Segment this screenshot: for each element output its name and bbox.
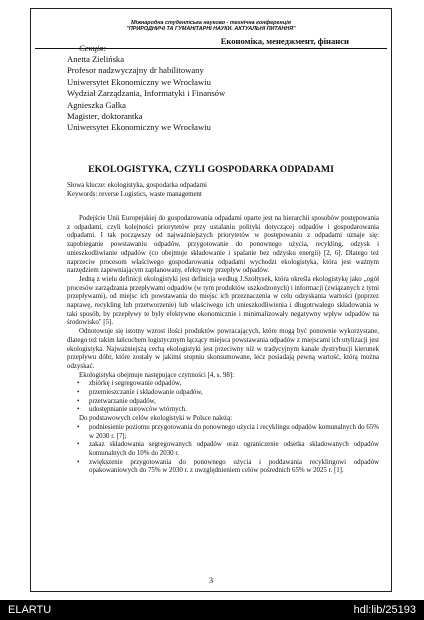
author-line: Magister, doktorantka <box>67 111 143 122</box>
keywords-english: Keywords: reverse Logistics, waste management <box>67 190 202 198</box>
conference-line-1: Міжнародна студентська науково - технічна конференція <box>131 20 291 26</box>
list-item: • podniesienie poziomu przygotowania do ponownego użycia i recyklingu odpadów komunalnych do 65% w 2030 r. [7]; <box>89 424 379 441</box>
keywords-block <box>67 182 207 199</box>
author-block <box>67 54 225 134</box>
goals-list <box>67 424 379 476</box>
section-title: Економіка, менеджмент, фінанси <box>220 36 349 46</box>
goals-intro: Do podstawowych celów ekologistyki w Polsce należą: <box>79 415 233 423</box>
repository-name: ELARTU <box>8 604 52 616</box>
handle-identifier: hdl:lib/25193 <box>353 604 416 616</box>
list-item: • udostępnianie surowców wtórnych. <box>89 406 379 415</box>
article-title: EKOLOGISTYKA, CZYLI GOSPODARKA ODPADAMI <box>88 164 334 175</box>
author-line: Agnieszka Gałka <box>67 99 126 110</box>
list-item: • zbiórkę i segregowanie odpadów, <box>89 380 379 389</box>
paragraph: Odnotowuje się istotny wzrost ilości produktów powracających, które mogą być ponownie wykorzystane, dlatego też takim łańcuchem logistycznym łączący miejsca powstawania odpadów z miejscami ich utylizacji jest ekologistyka. Najważniejszą cechą ekologistyki jest przeciwny niż w tradycyjnym kanale dystrybucji kierunek przepływu dóbr, które zostały w jakimś stopniu skonsumowane, lecz posiadają pewną wartość, którą można odzyskać. <box>67 328 379 370</box>
list-item: • zwiększenie przygotowania do ponownego użycia i poddawania recyklingowi odpadów opakowaniowych do 75% w 2030 r. z uwzględnieniem celów pośrednich 65% w 2025 r. [1]. <box>89 459 379 476</box>
conference-line-2: "ПРИРОДНИЧІ ТА ГУМАНІТАРНІ НАУКИ. АКТУАЛЬНІ ПИТАННЯ" <box>126 26 296 33</box>
article-body <box>67 215 379 476</box>
footer-bar <box>0 600 424 620</box>
section-header <box>35 36 387 53</box>
list-item: • przemieszczanie i składowanie odpadów, <box>89 389 379 398</box>
paragraph: Ekologistyka obejmuje następujące czynności [4, s. 98]: <box>79 371 234 379</box>
list-item: • przetwarzanie odpadów, <box>89 398 379 407</box>
section-label: Секція: <box>79 43 107 53</box>
list-item: • zakaz składowania segregowanych odpadów oraz ograniczenie odsetka składowanych odpadów komunalnych do 10% do 2030 r. <box>89 441 379 458</box>
activities-list <box>67 380 379 415</box>
author-line: Uniwersytet Ekonomiczny we Wrocławiu <box>67 122 211 133</box>
keywords-polish: Słowa klucze: ekologistyka, gospodarka odpadami <box>67 182 207 189</box>
author-line: Uniwersytet Ekonomiczny we Wrocławiu <box>67 76 211 87</box>
conference-header <box>31 20 391 33</box>
paragraph: Jedną z wielu definicji ekologistyki jest definicja według J.Szołtysek, która określa ekologistykę jako „ogół procesów zarządzania przepływami odpadów (w tym produktów uszkodzonych) i informacji (związanych z tymi przepływami), od miejsc ich powstawania do miejsc ich przeznaczenia w celu odzyskania wartości (poprzez naprawę, recykling lub przetworzenie) lub właściwego ich unieszkodliwienia i długotrwałego składowania w taki sposób, by przepływy te były efektywne ekonomicznie i minimalizowały negatywny wpływ odpadów na środowisko" [5]. <box>67 275 379 327</box>
author-line: Anetta Zielińska <box>67 54 125 64</box>
author-line: Wydział Zarządzania, Informatyki i Finansów <box>67 88 226 99</box>
document-page <box>30 8 392 592</box>
page-number: 3 <box>208 575 214 585</box>
author-line: Profesor nadzwyczajny dr habilitowany <box>67 65 204 76</box>
paragraph: Podejście Unii Europejskiej do gospodarowania odpadami oparte jest na hierarchii sposobów postępowania z odpadami, czyli kolejności priorytetów przy ustalaniu polityki dotyczącej odpadów i gospodarowania odpadami. I tak począwszy od najważniejszych priorytetów w postępowaniu z odpadami uznaje się: zapobieganie powstawaniu odpadów, przygotowanie do ponownego użycia, recykling, odzysk i unieszkodliwianie odpadów (co obejmuje składowanie i spalanie bez odzysku energii) [2, 6]. Dlatego też naprzeciw procesom właściwego gospodarowania odpadami wychodzi ekologistyka, która jest ważnym narzędziem zapewniającym zaplanowany, efektywny przepływ odpadów. <box>67 215 379 275</box>
